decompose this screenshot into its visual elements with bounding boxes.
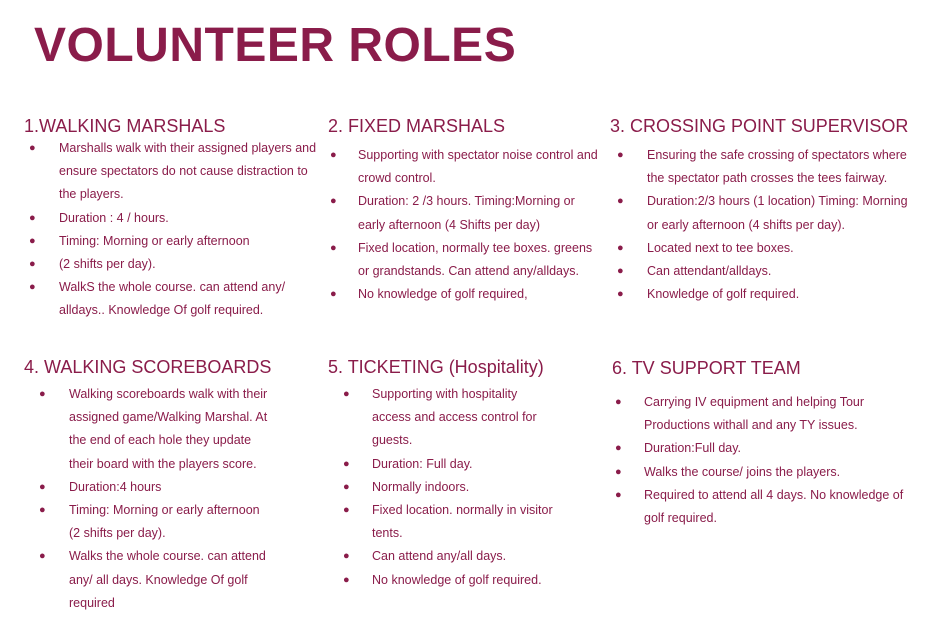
role-list-item: [328, 383, 608, 453]
role-list-item: [24, 545, 314, 615]
role-heading: 6. TV SUPPORT TEAM: [612, 358, 801, 378]
role-list-item-text: Normally indoors.: [372, 479, 470, 494]
bullet-icon: ●: [330, 149, 337, 161]
bullet-icon: ●: [617, 195, 624, 208]
role-list-item: [24, 276, 324, 322]
role-fixed-marshals: [328, 115, 598, 306]
bullet-icon: ●: [343, 480, 350, 493]
bullet-icon: ●: [330, 241, 337, 254]
bullet-icon: ●: [29, 258, 36, 271]
bullet-icon: ●: [343, 573, 350, 586]
bullet-icon: ●: [39, 480, 46, 493]
bullet-icon: ●: [330, 288, 337, 301]
role-list-item: [328, 283, 598, 306]
bullet-icon: ●: [29, 234, 36, 247]
page-title: VOLUNTEER ROLES: [34, 19, 517, 72]
role-list-item: [612, 437, 912, 460]
bullet-icon: ●: [617, 265, 624, 278]
role-list-item: [328, 237, 598, 283]
bullet-icon: ●: [343, 504, 350, 517]
role-list: [328, 383, 608, 592]
bullet-icon: ●: [617, 288, 624, 301]
role-list-item-text: Duration:2/3 hours (1 location) Timing: Morning or early afternoon (4 shifts per day).: [647, 194, 908, 232]
bullet-icon: ●: [343, 550, 350, 563]
bullet-icon: ●: [615, 465, 622, 478]
role-list-item: [24, 207, 324, 230]
bullet-icon: ●: [615, 442, 622, 455]
role-list-item-text: Supporting with hospitality access and access control for guests.: [372, 387, 537, 448]
role-list-item: [24, 476, 314, 499]
bullet-icon: ●: [29, 211, 36, 224]
role-list-item-text: Duration: Full day.: [372, 456, 473, 471]
role-list-item-text: Can attend any/all days.: [372, 549, 507, 564]
role-list-item: [328, 569, 608, 592]
role-list-item: [612, 391, 912, 437]
role-list-item: [24, 253, 324, 276]
role-list-item: [610, 283, 920, 306]
bullet-icon: ●: [617, 241, 624, 254]
role-tv-support-team: [612, 357, 912, 530]
bullet-icon: ●: [330, 195, 337, 208]
role-list-item-text: WalkS the whole course. can attend any/ alldays.. Knowledge Of golf required.: [59, 280, 286, 318]
bullet-icon: ●: [39, 388, 46, 400]
role-list-item: [24, 230, 324, 253]
role-list-item-text: Walking scoreboards walk with their assigned game/Walking Marshal. At the end of each hole they update their board with the players score.: [69, 387, 268, 471]
role-walking-marshals: [24, 115, 324, 323]
role-list-item-text: Fixed location. normally in visitor tents.: [372, 503, 553, 541]
role-list-item-text: Ensuring the safe crossing of spectators where the spectator path crosses the tees fairway.: [647, 148, 907, 186]
role-list-item: [24, 499, 314, 545]
role-list-item: [24, 137, 324, 207]
role-list-item-text: Walks the course/ joins the players.: [644, 464, 841, 479]
role-heading: 3. CROSSING POINT SUPERVISOR: [610, 116, 909, 136]
role-ticketing: [328, 356, 608, 592]
role-list: [612, 391, 912, 530]
bullet-icon: ●: [39, 504, 46, 517]
role-list-item: [612, 484, 912, 530]
role-list-item: [24, 383, 314, 476]
role-list-item-text: Marshalls walk with their assigned players and ensure spectators do not cause distraction to the players.: [59, 141, 317, 202]
role-list-item-text: Duration:Full day.: [644, 441, 742, 456]
role-list-item-text: No knowledge of golf required,: [358, 287, 528, 302]
role-list-item-text: No knowledge of golf required.: [372, 572, 542, 587]
bullet-icon: ●: [29, 142, 36, 154]
bullet-icon: ●: [39, 550, 46, 563]
role-heading: 1.WALKING MARSHALS: [24, 116, 226, 136]
role-list-item-text: (2 shifts per day).: [59, 257, 156, 272]
role-list: [610, 144, 920, 306]
role-list-item-text: Located next to tee boxes.: [647, 240, 794, 255]
role-list-item-text: Timing: Morning or early afternoon (2 shifts per day).: [69, 503, 260, 541]
role-list-item-text: Fixed location, normally tee boxes. greens or grandstands. Can attend any/alldays.: [358, 240, 593, 279]
role-list-item: [610, 190, 920, 236]
bullet-icon: ●: [343, 388, 350, 400]
role-list-item: [610, 237, 920, 260]
bullet-icon: ●: [617, 149, 624, 161]
role-list-item-text: Walks the whole course. can attend any/ all days. Knowledge Of golf required: [69, 549, 266, 610]
role-list-item: [610, 260, 920, 283]
role-heading: 2. FIXED MARSHALS: [328, 116, 506, 136]
role-list: [24, 137, 324, 323]
role-list-item: [328, 453, 608, 476]
role-list-item: [328, 499, 608, 545]
bullet-icon: ●: [615, 396, 622, 408]
role-list-item: [610, 144, 920, 190]
role-list-item-text: Can attendant/alldays.: [647, 264, 772, 279]
role-list-item-text: Knowledge of golf required.: [647, 287, 800, 302]
role-list-item-text: Required to attend all 4 days. No knowledge of golf required.: [644, 487, 904, 526]
role-crossing-point-supervisor: [610, 115, 920, 306]
role-heading: 4. WALKING SCOREBOARDS: [24, 357, 272, 377]
role-heading: 5. TICKETING (Hospitality): [328, 357, 544, 377]
role-list: [24, 383, 314, 615]
bullet-icon: ●: [29, 281, 36, 294]
role-list-item-text: Duration: 2 /3 hours. Timing:Morning or early afternoon (4 Shifts per day): [358, 194, 575, 232]
role-list-item-text: Timing: Morning or early afternoon: [59, 233, 250, 248]
role-list-item-text: Carrying IV equipment and helping Tour Productions withall and any TY issues.: [644, 395, 865, 433]
role-list-item-text: Supporting with spectator noise control and crowd control.: [358, 148, 598, 186]
role-walking-scoreboards: [24, 356, 314, 615]
role-list-item: [612, 461, 912, 484]
role-list-item-text: Duration : 4 / hours.: [59, 210, 169, 225]
bullet-icon: ●: [343, 457, 350, 470]
role-list-item-text: Duration:4 hours: [69, 479, 162, 494]
bullet-icon: ●: [615, 488, 622, 501]
role-list-item: [328, 545, 608, 568]
role-list-item: [328, 190, 598, 236]
role-list-item: [328, 476, 608, 499]
role-list-item: [328, 144, 598, 190]
role-list: [328, 144, 598, 306]
